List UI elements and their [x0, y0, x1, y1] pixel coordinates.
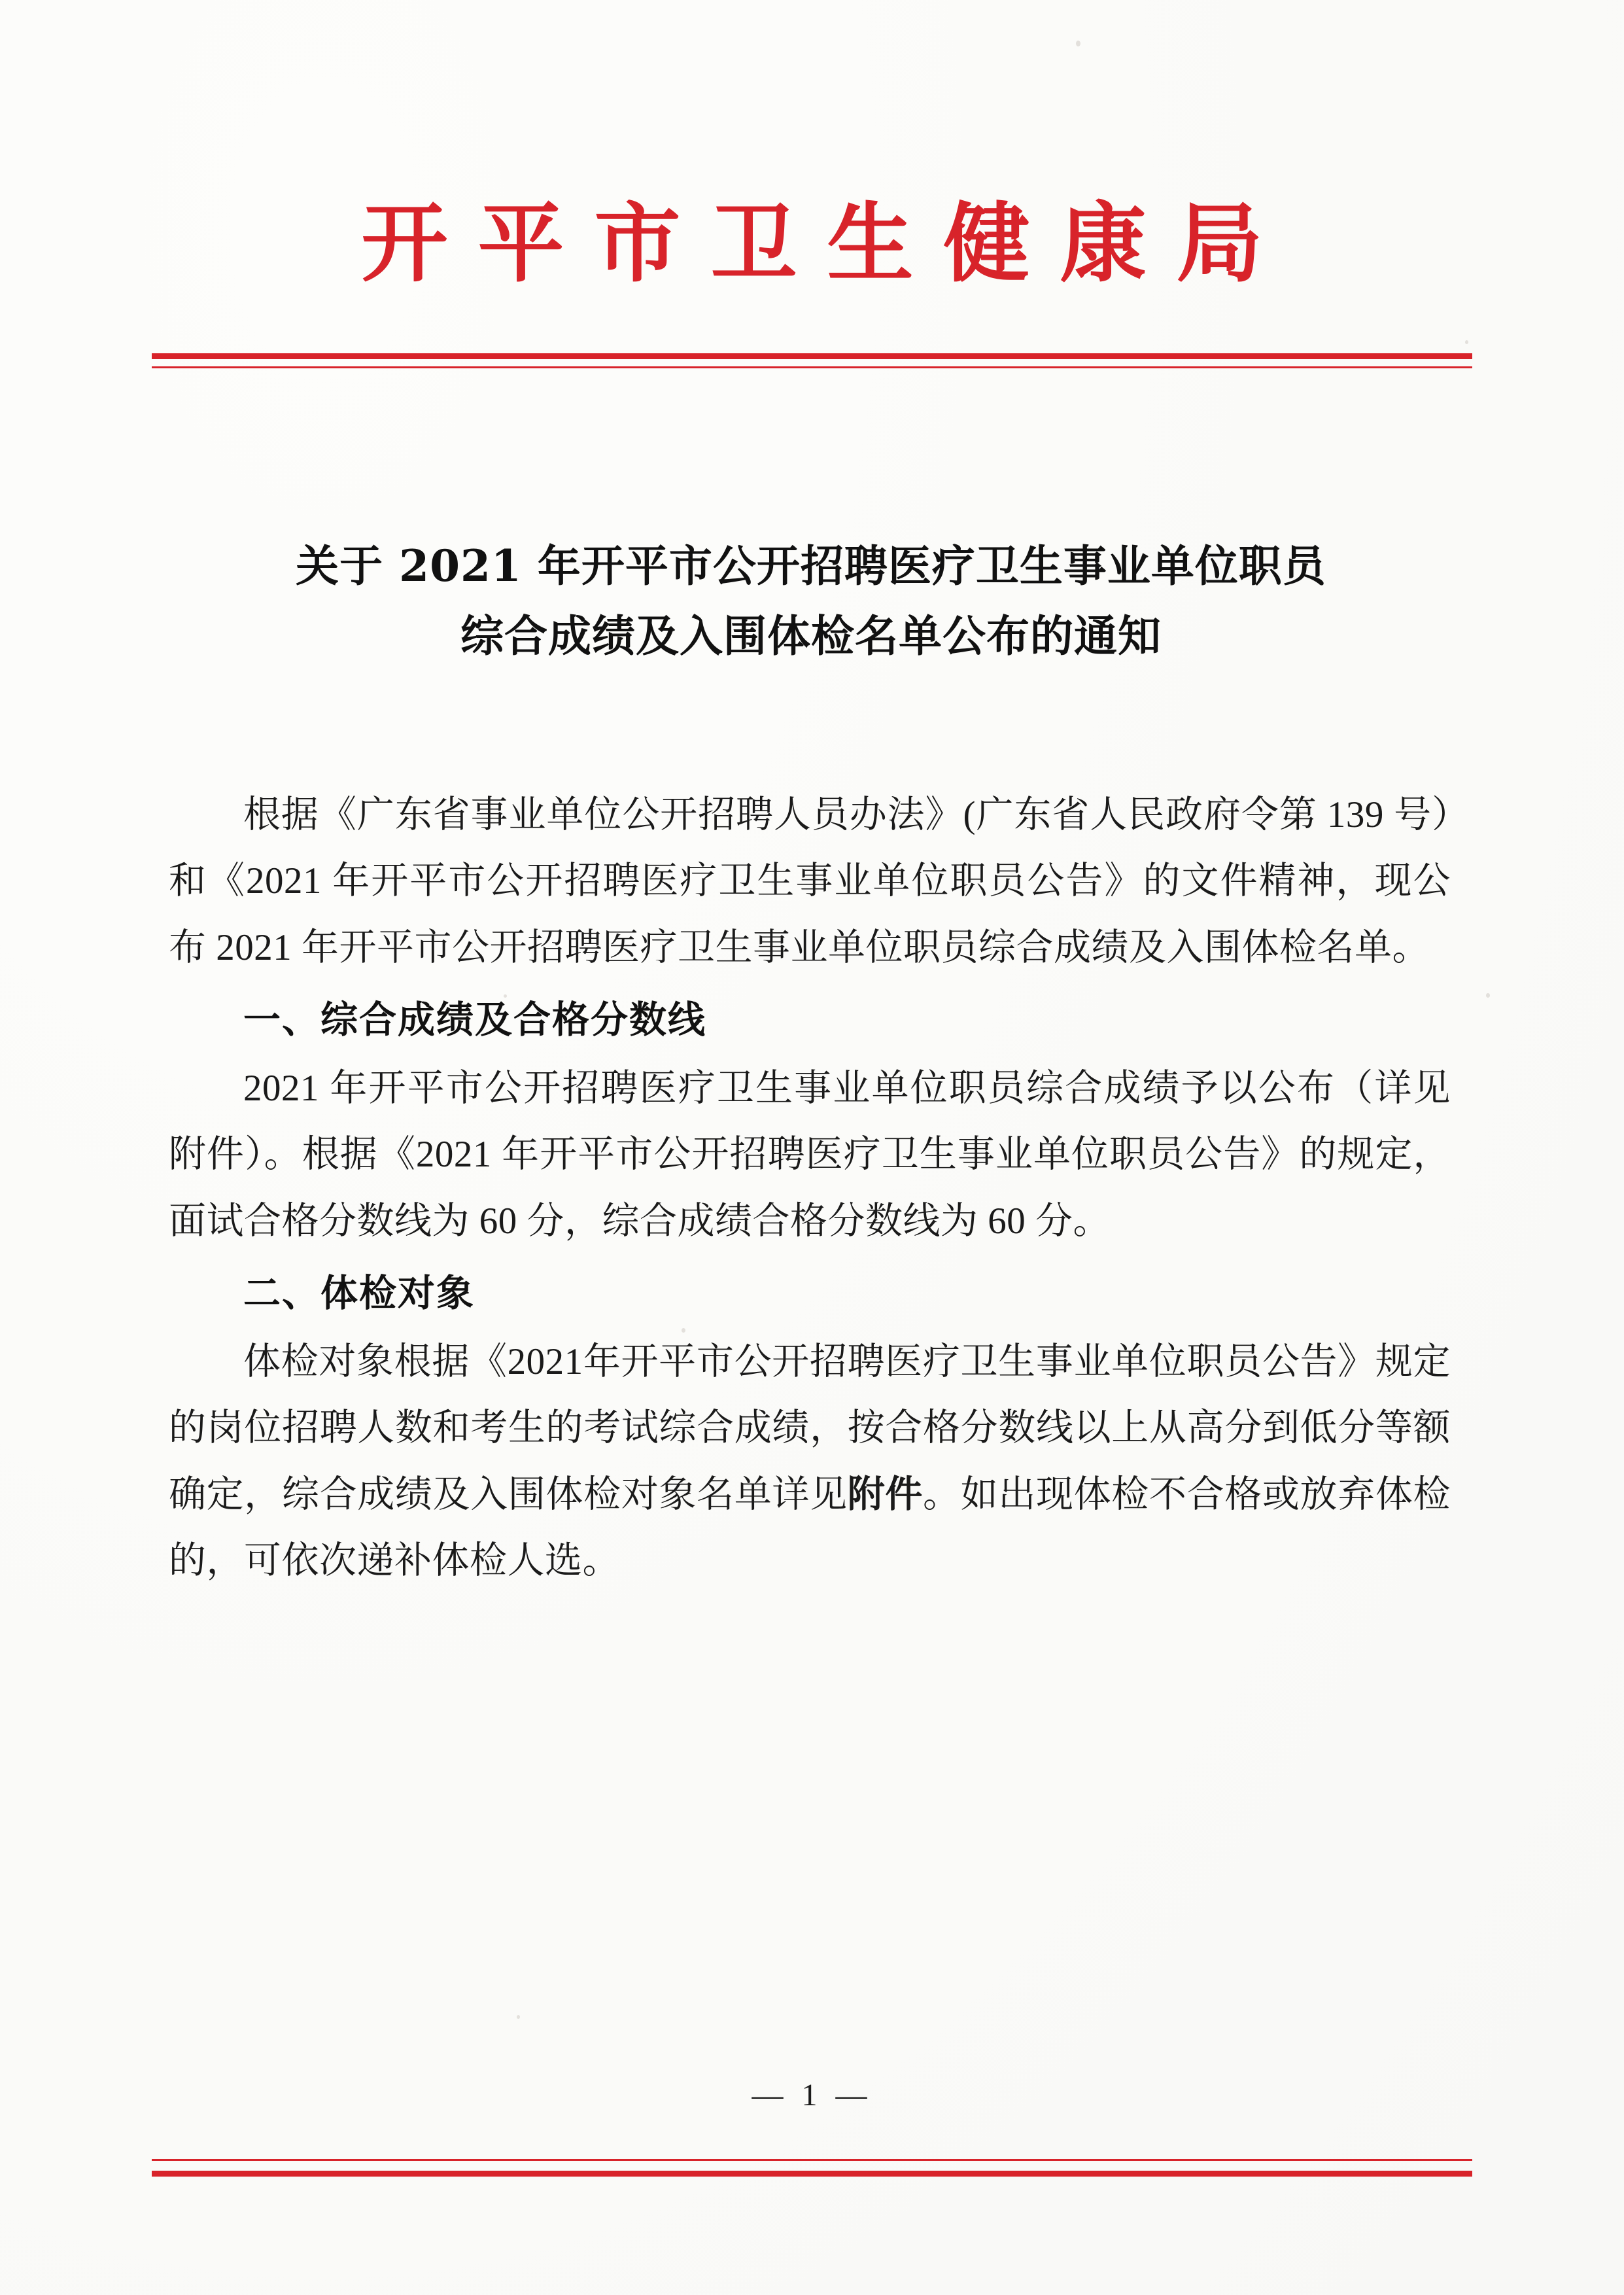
section-1-heading: 一、综合成绩及合格分数线: [243, 998, 706, 1042]
letterhead: [0, 193, 1624, 294]
letterhead-organization: 开平市卫生健康局: [361, 193, 1293, 294]
section-2-heading: 二、体检对象: [243, 1272, 475, 1316]
header-rule-thick: [152, 353, 1472, 359]
document-body: [169, 782, 1451, 1595]
section-2-attachment-ref: 附件: [847, 1473, 924, 1515]
section-2-paragraph: [169, 1329, 1451, 1594]
footer-rule-thick: [152, 2171, 1472, 2177]
section-2-text-part-2: 。如出现体检不合格或放弃体检的，可依次递补体检人选。: [169, 1473, 1451, 1581]
header-rule-thin: [152, 366, 1472, 368]
page-title-line-2: 综合成绩及入围体检名单公布的通知: [460, 610, 1162, 661]
scan-speck: [1076, 41, 1080, 46]
page-number: — 1 —: [752, 2078, 872, 2112]
footer-rule-thin: [152, 2159, 1472, 2161]
scan-speck: [1465, 340, 1468, 344]
page-title: [164, 531, 1459, 671]
section-2-text-part-1: 体检对象根据《2021年开平市公开招聘医疗卫生事业单位职员公告》规定的岗位招聘人数和考生的考试综合成绩，按合格分数线以上从高分到低分等额确定，综合成绩及入围体检对象名单详见: [169, 1340, 1451, 1515]
section-1-paragraph: 2021 年开平市公开招聘医疗卫生事业单位职员综合成绩予以公布（详见附件）。根据《2021 年开平市公开招聘医疗卫生事业单位职员公告》的规定，面试合格分数线为 60 分，综合成绩合格分数线为 60 分。: [169, 1067, 1451, 1242]
page-title-line-1: 关于 2021 年开平市公开招聘医疗卫生事业单位职员: [296, 540, 1326, 591]
intro-paragraph: 根据《广东省事业单位公开招聘人员办法》(广东省人民政府令第 139 号）和《2021 年开平市公开招聘医疗卫生事业单位职员公告》的文件精神，现公布 2021 年开平市公开招聘医疗卫生事业单位职员综合成绩及入围体检名单。: [169, 794, 1451, 968]
scan-speck: [517, 2015, 520, 2019]
scan-speck: [1486, 993, 1490, 998]
